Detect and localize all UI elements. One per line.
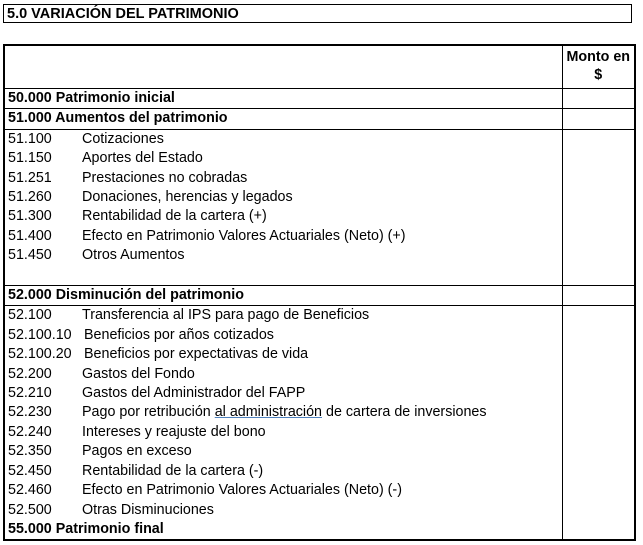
label-cell <box>4 423 562 442</box>
account-code: 52.450 <box>8 462 52 479</box>
section-label: 55.000 Patrimonio final <box>8 520 164 537</box>
amount-cell <box>562 227 635 246</box>
amount-cell <box>562 188 635 207</box>
section-label: 50.000 Patrimonio inicial <box>4 89 562 109</box>
table-row <box>4 149 635 168</box>
account-code: 51.300 <box>8 208 52 225</box>
amount-cell <box>562 365 635 384</box>
amount-cell <box>562 207 635 226</box>
account-label: Efecto en Patrimonio Valores Actuariales (Neto) (+) <box>82 227 406 244</box>
account-code: 52.240 <box>8 423 52 440</box>
label-cell <box>4 442 562 461</box>
table-row <box>4 442 635 461</box>
account-code: 52.460 <box>8 482 52 499</box>
table-row <box>4 481 635 500</box>
table-row <box>4 306 635 326</box>
table-row <box>4 462 635 481</box>
account-code: 52.200 <box>8 365 52 382</box>
label-cell <box>4 365 562 384</box>
account-label: Otros Aumentos <box>82 247 185 264</box>
label-cell <box>4 149 562 168</box>
amount-cell <box>562 246 635 265</box>
label-cell <box>4 326 562 345</box>
amount-cell <box>562 286 635 306</box>
section-row <box>4 89 635 109</box>
account-label: Cotizaciones <box>82 130 164 147</box>
account-label: Beneficios por expectativas de vida <box>84 346 309 363</box>
account-label: Rentabilidad de la cartera (+) <box>82 208 267 225</box>
amount-cell <box>562 462 635 481</box>
account-label: Gastos del Administrador del FAPP <box>82 385 306 402</box>
amount-cell <box>562 442 635 461</box>
amount-cell <box>562 129 635 149</box>
table-row <box>4 365 635 384</box>
account-code: 52.500 <box>8 501 52 518</box>
label-cell <box>4 462 562 481</box>
label-cell <box>4 403 562 422</box>
label-cell <box>4 169 562 188</box>
label-cell <box>4 306 562 326</box>
account-code: 52.100.10 <box>8 326 72 343</box>
label-cell <box>4 246 562 265</box>
table-row <box>4 129 635 149</box>
account-code: 51.150 <box>8 150 52 167</box>
account-label: Rentabilidad de la cartera (-) <box>82 462 264 479</box>
table-row <box>4 384 635 403</box>
account-code: 51.100 <box>8 130 52 147</box>
section-label: 52.000 Disminución del patrimonio <box>4 286 562 306</box>
amount-cell <box>562 109 635 129</box>
account-code: 52.100 <box>8 307 52 324</box>
amount-cell <box>562 169 635 188</box>
table-row <box>4 423 635 442</box>
table-row <box>4 227 635 246</box>
account-code: 51.400 <box>8 227 52 244</box>
label-cell <box>4 129 562 149</box>
account-label: de cartera de inversiones <box>322 404 487 421</box>
amount-cell <box>562 501 635 520</box>
table-row <box>4 207 635 226</box>
account-label: Pagos en exceso <box>82 443 192 460</box>
patrimonio-table <box>3 44 636 541</box>
account-label: Gastos del Fondo <box>82 365 195 382</box>
account-label: Transferencia al IPS para pago de Beneficios <box>82 307 370 324</box>
label-cell <box>4 227 562 246</box>
table-row <box>4 188 635 207</box>
account-code: 52.100.20 <box>8 346 72 363</box>
account-label-underlined: al administración <box>214 404 323 421</box>
account-label: Prestaciones no cobradas <box>82 169 248 186</box>
label-cell <box>4 207 562 226</box>
account-label: Pago por retribución <box>82 404 215 421</box>
table-row <box>4 246 635 265</box>
section-row <box>4 286 635 306</box>
amount-cell <box>562 306 635 326</box>
amount-cell <box>562 266 635 286</box>
amount-cell <box>562 89 635 109</box>
account-code: 51.260 <box>8 189 52 206</box>
table-row <box>4 169 635 188</box>
table-row <box>4 345 635 364</box>
amount-cell <box>562 403 635 422</box>
amount-cell <box>562 520 635 540</box>
label-cell <box>4 345 562 364</box>
amount-cell <box>562 149 635 168</box>
section-row <box>4 109 635 129</box>
table-header-row <box>4 45 635 89</box>
account-label: Otras Disminuciones <box>82 501 214 518</box>
account-code: 51.251 <box>8 169 52 186</box>
amount-cell <box>562 345 635 364</box>
header-label-cell <box>4 45 562 89</box>
label-cell <box>4 501 562 520</box>
amount-cell <box>562 384 635 403</box>
table-row <box>4 501 635 520</box>
account-label: Efecto en Patrimonio Valores Actuariales (Neto) (-) <box>82 482 402 499</box>
blank-row <box>4 266 635 286</box>
final-row <box>4 520 635 540</box>
table-row <box>4 403 635 422</box>
amount-column-header: Monto en $ <box>562 45 635 89</box>
account-label: Donaciones, herencias y legados <box>82 189 293 206</box>
account-code: 52.210 <box>8 385 52 402</box>
account-code: 51.450 <box>8 247 52 264</box>
amount-cell <box>562 326 635 345</box>
table-row <box>4 326 635 345</box>
account-label: Beneficios por años cotizados <box>84 326 274 343</box>
account-label: Intereses y reajuste del bono <box>82 423 266 440</box>
amount-cell <box>562 423 635 442</box>
account-code: 52.350 <box>8 443 52 460</box>
label-cell <box>4 384 562 403</box>
label-cell <box>4 481 562 500</box>
page-title: 5.0 VARIACIÓN DEL PATRIMONIO <box>3 4 632 23</box>
section-label: 51.000 Aumentos del patrimonio <box>4 109 562 129</box>
account-code: 52.230 <box>8 404 52 421</box>
account-label: Aportes del Estado <box>82 150 203 167</box>
blank-cell <box>4 266 562 286</box>
amount-cell <box>562 481 635 500</box>
label-cell <box>4 188 562 207</box>
